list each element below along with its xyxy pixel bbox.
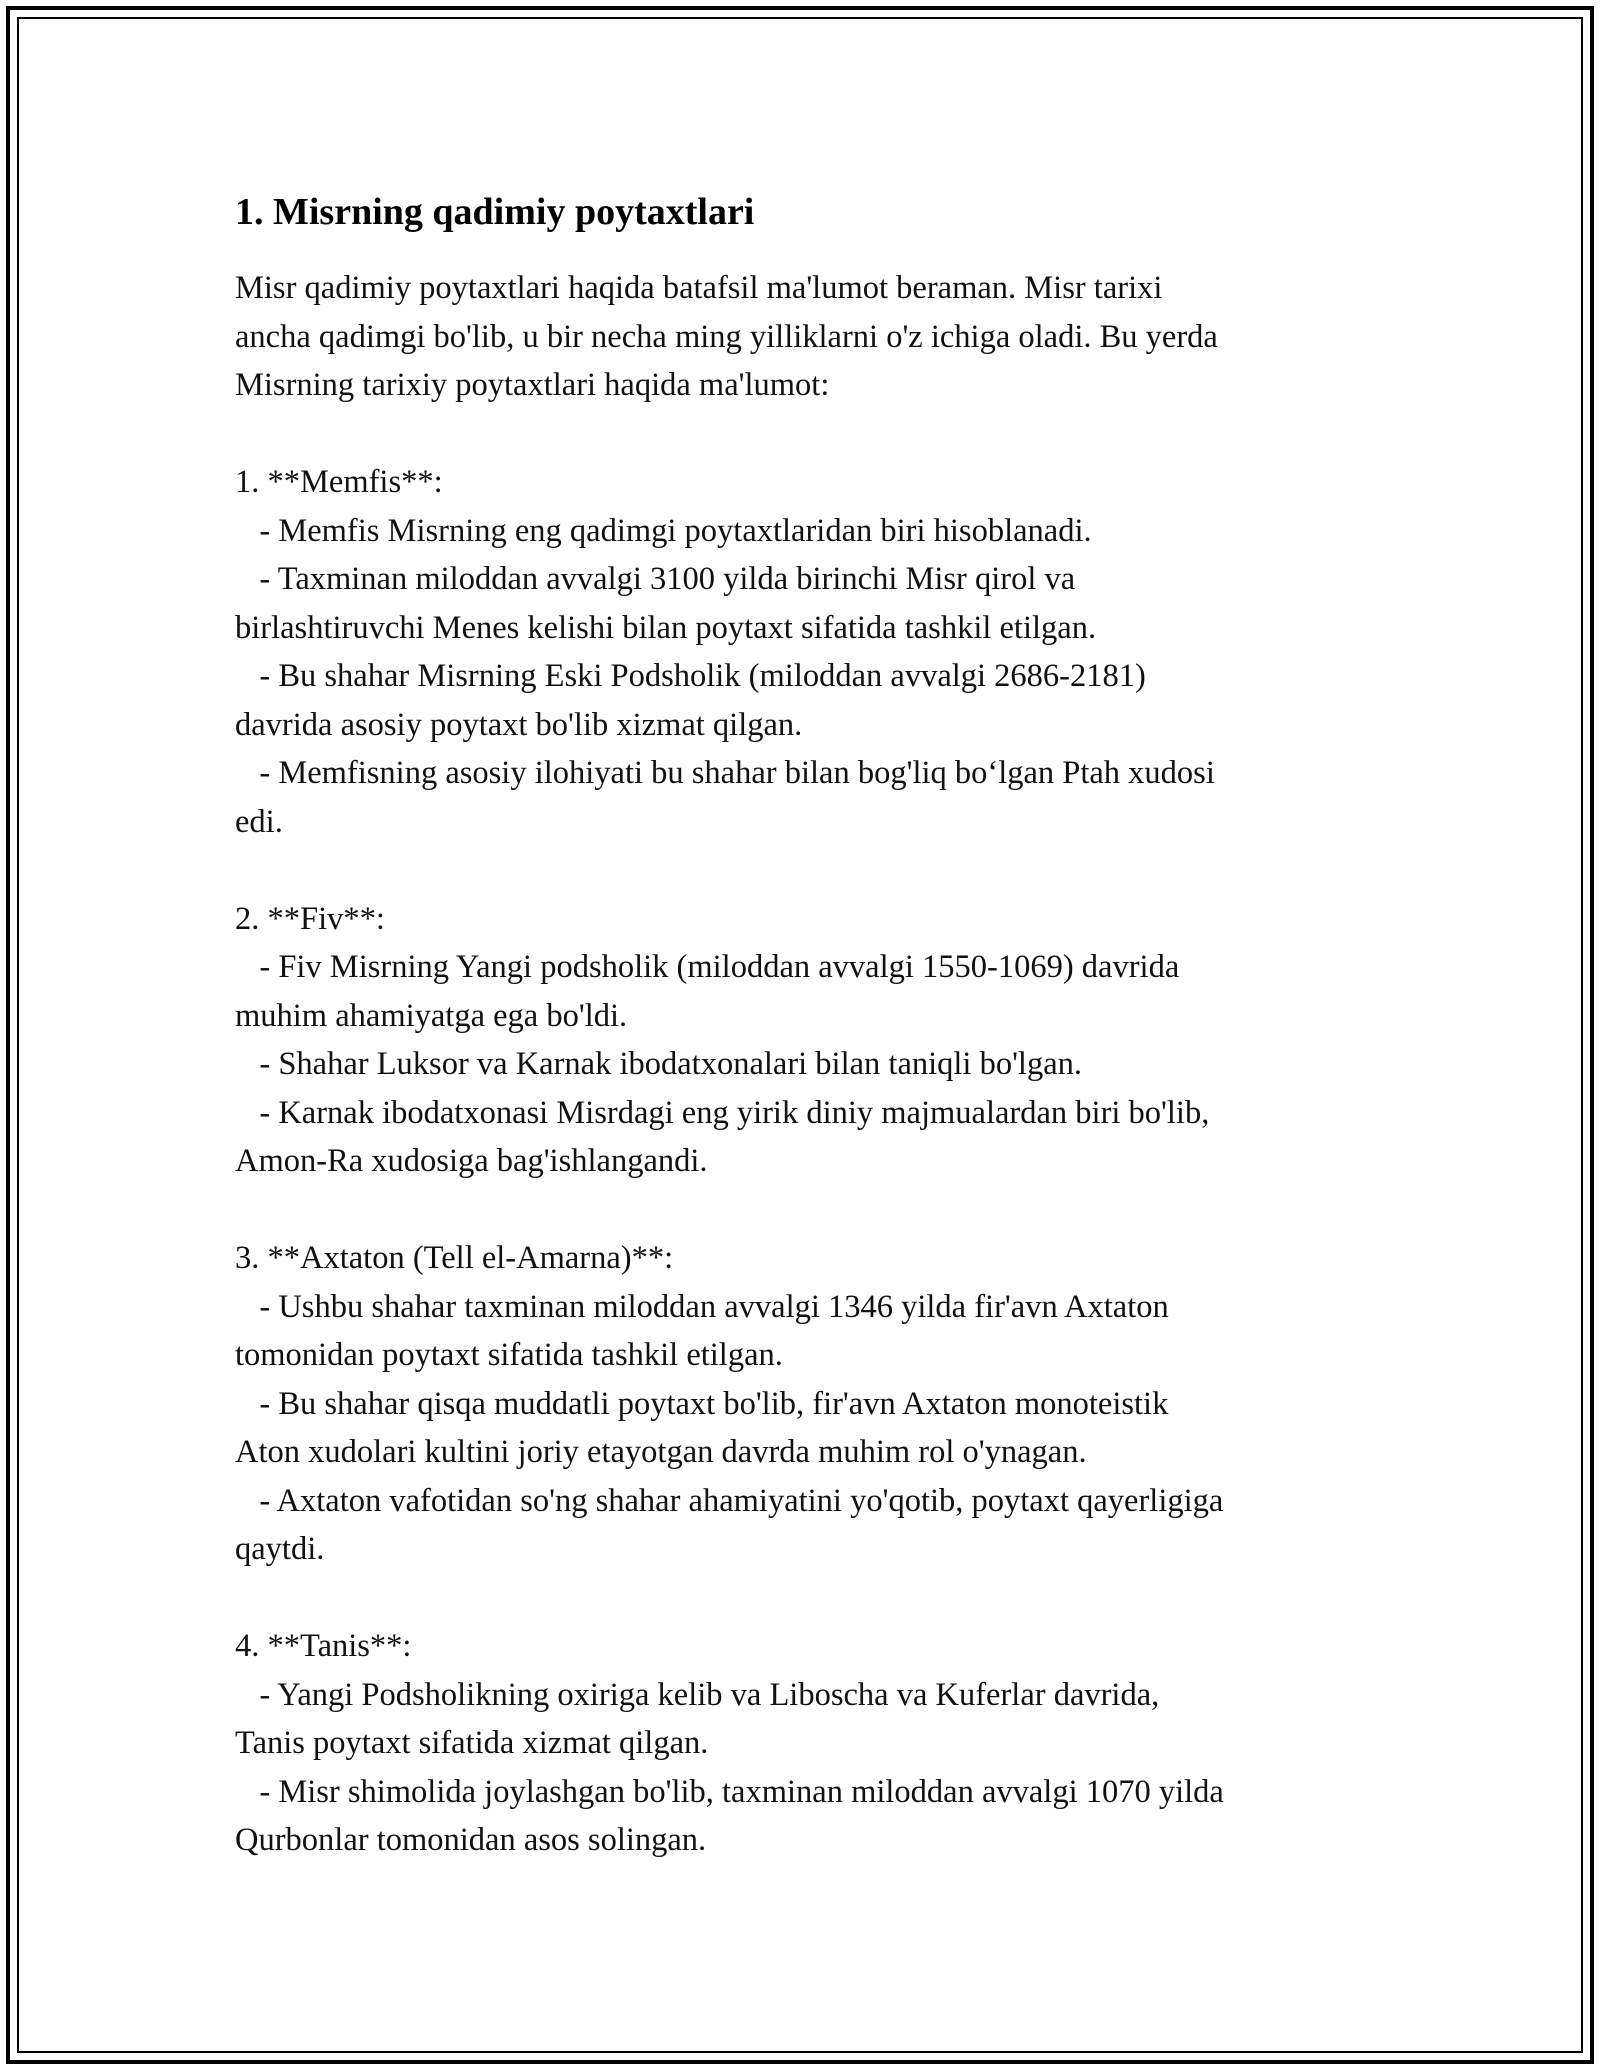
section-title: 4. **Tanis**:: [235, 1628, 412, 1664]
section-line: Tanis poytaxt sifatida xizmat qilgan.: [235, 1725, 709, 1761]
document-body: [235, 186, 1375, 1865]
blank-line: [235, 1574, 1375, 1623]
section-line: - Memfisning asosiy ilohiyati bu shahar bilan bog'liq bo‘lgan Ptah xudosi: [235, 755, 1215, 791]
section-title: 2. **Fiv**:: [235, 900, 385, 937]
section-line: davrida asosiy poytaxt bo'lib xizmat qilgan.: [235, 706, 803, 743]
section-line: - Misr shimolida joylashgan bo'lib, taxminan miloddan avvalgi 1070 yilda: [235, 1773, 1224, 1810]
section-line: - Shahar Luksor va Karnak ibodatxonalari bilan taniqli bo'lgan.: [235, 1046, 1083, 1082]
blank-line: [235, 1186, 1375, 1235]
section-line: - Karnak ibodatxonasi Misrdagi eng yirik diniy majmualardan biri bo'lib,: [235, 1094, 1210, 1131]
section-axtaton: [235, 1234, 1375, 1574]
blank-line: [235, 410, 1375, 459]
section-title: 1. **Memfis**:: [235, 464, 443, 500]
section-line: Amon-Ra xudosiga bag'ishlangandi.: [235, 1143, 708, 1179]
section-line: - Bu shahar Misrning Eski Podsholik (miloddan avvalgi 2686-2181): [235, 658, 1146, 694]
section-line: - Memfis Misrning eng qadimgi poytaxtlaridan biri hisoblanadi.: [235, 512, 1092, 549]
section-line: - Fiv Misrning Yangi podsholik (miloddan avvalgi 1550-1069) davrida: [235, 949, 1180, 985]
blank-line: [235, 846, 1375, 895]
section-line: Aton xudolari kultini joriy etayotgan davrda muhim rol o'ynagan.: [235, 1434, 1087, 1470]
intro-paragraph: [235, 264, 1375, 410]
intro-line: Misrning tarixiy poytaxtlari haqida ma'lumot:: [235, 367, 830, 403]
section-line: birlashtiruvchi Menes kelishi bilan poytaxt sifatida tashkil etilgan.: [235, 609, 1097, 646]
section-tanis: [235, 1622, 1375, 1865]
intro-line: ancha qadimgi bo'lib, u bir necha ming yilliklarni o'z ichiga oladi. Bu yerda: [235, 318, 1218, 355]
section-line: - Ushbu shahar taxminan miloddan avvalgi 1346 yilda fir'avn Axtaton: [235, 1288, 1169, 1325]
section-title: 3. **Axtaton (Tell el-Amarna)**:: [235, 1240, 674, 1276]
section-line: Qurbonlar tomonidan asos solingan.: [235, 1822, 707, 1858]
section-line: muhim ahamiyatga ega bo'ldi.: [235, 997, 628, 1034]
section-fiv: [235, 895, 1375, 1186]
document-heading: 1. Misrning qadimiy poytaxtlari: [235, 191, 755, 233]
section-line: edi.: [235, 803, 283, 840]
section-line: qaytdi.: [235, 1531, 325, 1567]
section-line: - Axtaton vafotidan so'ng shahar ahamiyatini yo'qotib, poytaxt qayerligiga: [235, 1482, 1224, 1519]
section-line: - Yangi Podsholikning oxiriga kelib va Liboscha va Kuferlar davrida,: [235, 1676, 1160, 1713]
section-line: - Bu shahar qisqa muddatli poytaxt bo'lib, fir'avn Axtaton monoteistik: [235, 1385, 1169, 1422]
section-line: - Taxminan miloddan avvalgi 3100 yilda birinchi Misr qirol va: [235, 561, 1076, 597]
section-memfis: [235, 458, 1375, 846]
intro-line: Misr qadimiy poytaxtlari haqida batafsil ma'lumot beraman. Misr tarixi: [235, 270, 1163, 306]
section-line: tomonidan poytaxt sifatida tashkil etilgan.: [235, 1337, 783, 1373]
